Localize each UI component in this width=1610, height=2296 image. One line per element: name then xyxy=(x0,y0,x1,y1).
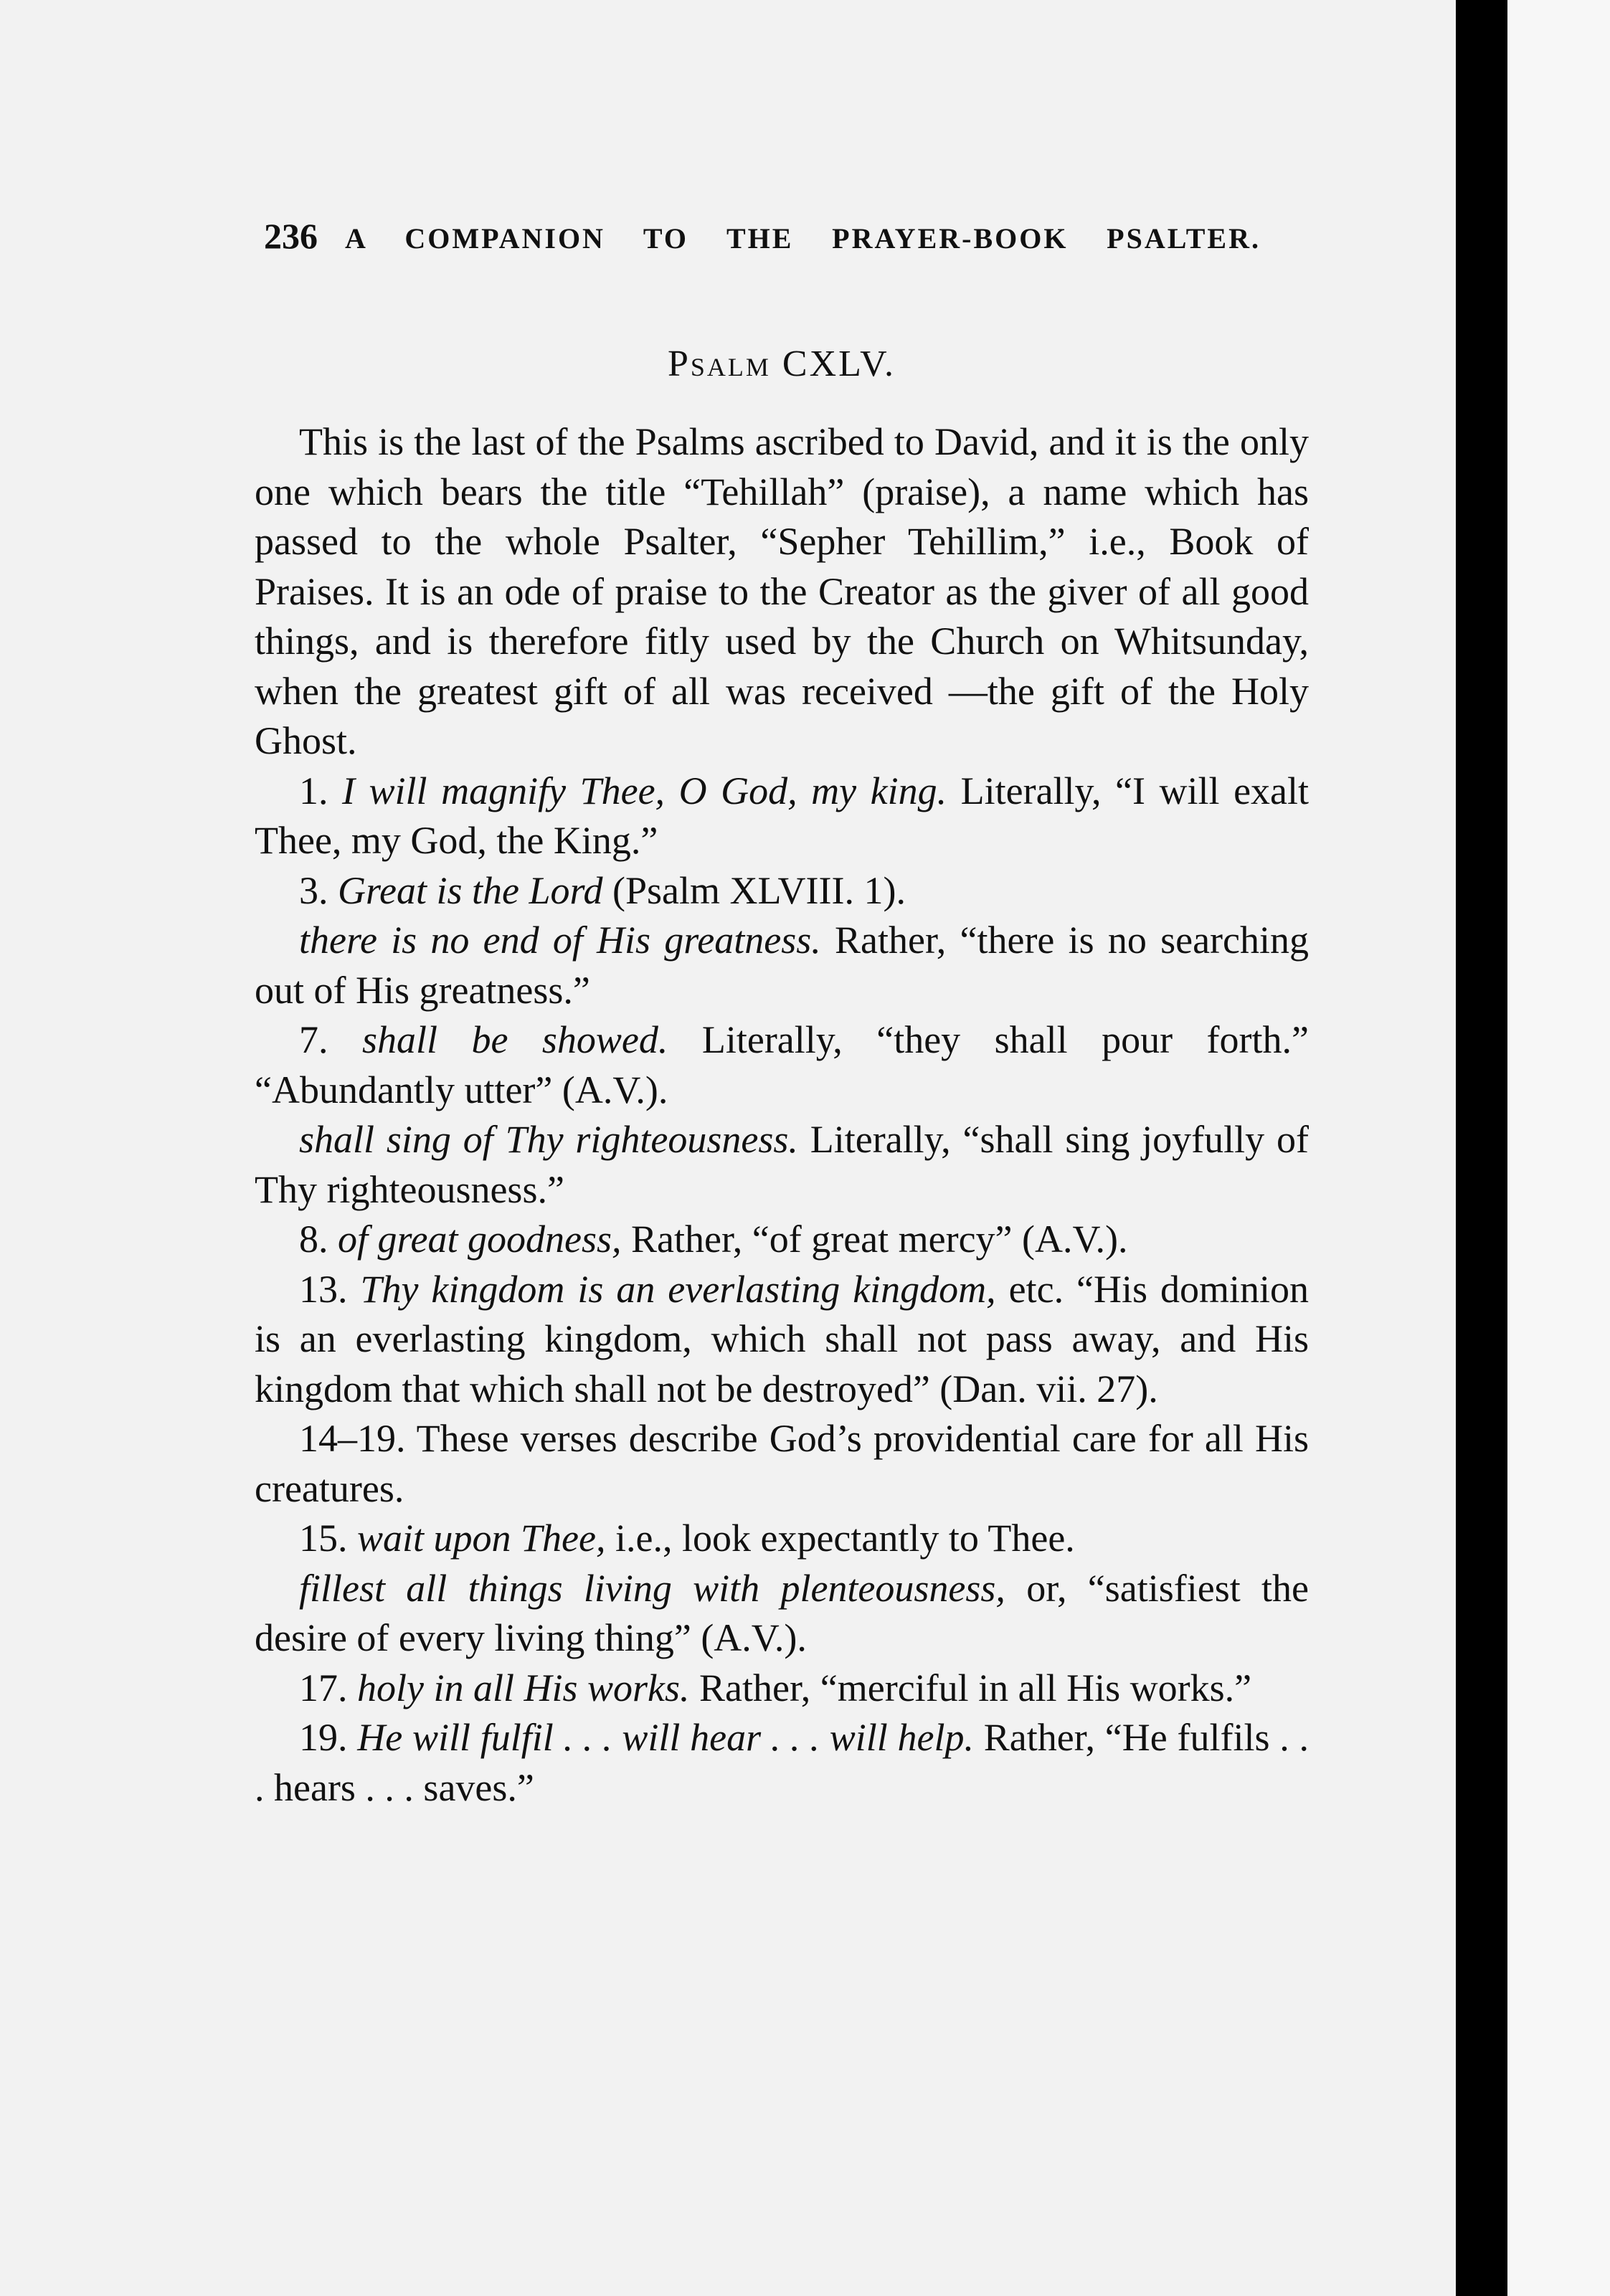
note-verse-7 xyxy=(255,1015,1309,1115)
note-text: Literally, “shall sing joyfully of Thy righteousness.” xyxy=(255,1118,1309,1211)
note-text: or, “satisfiest the desire of every living thing” (A.V.). xyxy=(255,1566,1310,1659)
note-text: These verses describe God’s providential care for all His creatures. xyxy=(255,1417,1309,1510)
note-text: Rather, “of great mercy” (A.V.). xyxy=(630,1218,1128,1261)
note-verse-17 xyxy=(255,1664,1309,1714)
note-verse-19 xyxy=(255,1713,1309,1813)
note-phrase: fillest all things living with plenteousness, xyxy=(299,1566,1005,1610)
note-ref: 13. xyxy=(299,1267,348,1311)
facing-page-edge xyxy=(1507,0,1610,2296)
note-phrase: of great goodness, xyxy=(338,1218,622,1261)
note-verse-15 xyxy=(255,1514,1309,1564)
note-verse-8 xyxy=(255,1215,1309,1265)
note-text: etc. “His dominion is an everlasting kingdom, which shall not pass away, and His kingdom that which shall not be destroyed” (Dan. vii. 27). xyxy=(255,1267,1310,1410)
note-verse-13 xyxy=(255,1265,1309,1415)
page-number: 236 xyxy=(264,216,318,256)
note-phrase: shall sing of Thy righteousness. xyxy=(299,1118,798,1161)
note-verse-3b xyxy=(255,916,1309,1015)
book-spine-shadow xyxy=(1456,0,1507,2296)
note-phrase: wait upon Thee, xyxy=(357,1517,606,1560)
note-text: i.e., look expectantly to Thee. xyxy=(615,1517,1075,1560)
note-ref: 15. xyxy=(299,1517,348,1560)
note-phrase: I will magnify Thee, O God, my king. xyxy=(342,769,947,812)
note-ref: 8. xyxy=(299,1218,328,1261)
note-phrase: Thy kingdom is an everlasting kingdom, xyxy=(360,1267,996,1311)
note-ref: 3. xyxy=(299,868,328,912)
note-text: Rather, “He fulfils . . . hears . . . saves.” xyxy=(255,1716,1309,1809)
note-text: (Psalm XLVIII. 1). xyxy=(612,868,906,912)
note-ref: 19. xyxy=(299,1716,348,1759)
running-head: A COMPANION TO THE PRAYER-BOOK PSALTER. xyxy=(345,222,1261,255)
note-phrase: shall be showed. xyxy=(361,1018,668,1061)
note-ref: 14–19. xyxy=(299,1417,406,1460)
commentary-body xyxy=(255,417,1309,1813)
note-verse-3 xyxy=(255,866,1309,916)
note-verse-7b xyxy=(255,1115,1309,1215)
note-phrase: there is no end of His greatness. xyxy=(299,919,821,962)
psalm-title: Psalm CXLV. xyxy=(667,343,896,384)
intro-paragraph: This is the last of the Psalms ascribed to David, and it is the only one which bears the title “Tehillah” (praise), a name which has passed to the whole Psalter, “Sepher Tehillim,” i.e., Book of Praises. It is an ode of praise to the Creator as the giver of all good things, and is therefore fitly used by the Church on Whitsunday, when the greatest gift of all was received —the gift of the Holy Ghost. xyxy=(255,420,1309,762)
note-verse-15b xyxy=(255,1564,1309,1664)
note-text: Literally, “they shall pour forth.” “Abundantly utter” (A.V.). xyxy=(255,1018,1309,1111)
note-phrase: Great is the Lord xyxy=(338,868,603,912)
note-ref: 17. xyxy=(299,1666,348,1709)
note-text: Literally, “I will exalt Thee, my God, the King.” xyxy=(255,769,1310,862)
note-verse-1 xyxy=(255,767,1309,866)
note-text: Rather, “merciful in all His works.” xyxy=(699,1666,1252,1709)
note-phrase: He will fulfil . . . will hear . . . will help. xyxy=(357,1716,974,1759)
note-verses-14-19 xyxy=(255,1414,1309,1514)
note-phrase: holy in all His works. xyxy=(357,1666,690,1709)
page-header xyxy=(264,215,1261,257)
note-ref: 1. xyxy=(299,769,328,812)
note-text: Rather, “there is no searching out of His greatness.” xyxy=(255,919,1309,1012)
note-ref: 7. xyxy=(299,1018,328,1061)
